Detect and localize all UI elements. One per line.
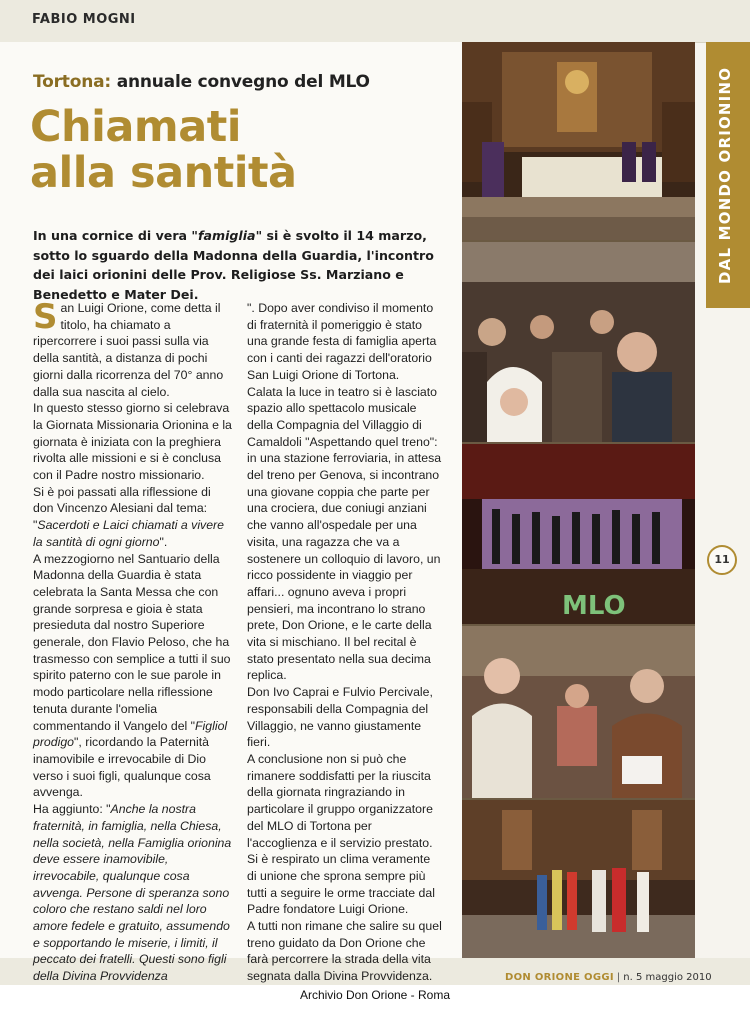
magazine-name: DON ORIONE OGGI [505, 972, 614, 983]
people-hands-image [462, 626, 695, 798]
lead-part-2: " si è svolto il 14 marzo, sotto lo sguardo della Madonna della Guardia, l'incontro dei laici orionini delle Prov. Religiose Ss. Marziano e Benedetto e Mater Dei. [33, 228, 434, 302]
title-line-2: alla santità [30, 148, 297, 198]
article-lead [33, 226, 453, 304]
kicker-text: annuale convegno del MLO [116, 72, 370, 92]
paragraph-5-a: Ha aggiunto: " [33, 802, 111, 817]
paragraph-5-continued: ". Dopo aver condiviso il momento di fraternità il pomeriggio è stato una grande festa di famiglia aperta con i canti dei ragazzi dell'oratorio San Luigi Orione di Tortona. [247, 301, 437, 382]
paragraph-4 [33, 551, 233, 802]
footer-separator: | [616, 972, 621, 983]
paragraph-5-italic: Anche la nostra fraternità, in famiglia, nella Chiesa, nella società, nella Famiglia orionina deve essere inamovibile, irrevocabile, qualunque cosa avvenga. Persone di speranza sono coloro che restano saldi nel loro amore fedele e gratuito, assumendo e sopportando le miserie, i limiti, il peccato dei fratelli. Questi sono figli della Divina Provvidenza [33, 802, 232, 984]
photo-people-hands [462, 626, 695, 798]
article-title [30, 104, 450, 196]
body-column-right [247, 300, 443, 985]
lead-italic: famiglia [197, 228, 256, 243]
title-line-1: Chiamati [30, 102, 242, 152]
church-altar-image [462, 42, 695, 240]
author-name: FABIO MOGNI [32, 12, 136, 27]
article-kicker [33, 72, 370, 92]
stage-banner-text: MLO [562, 591, 626, 621]
stage-image [462, 444, 695, 624]
drop-cap: S [33, 297, 58, 337]
paragraph-4-italic: Figliol prodigo [33, 718, 228, 750]
issue-info: n. 5 maggio 2010 [623, 972, 712, 983]
lead-part-1: In una cornice di vera " [33, 228, 198, 243]
audience-image [462, 242, 695, 442]
paragraph-8: A conclusione non si può che rimanere soddisfatti per la riuscita della giornata ringraziando in particolare il gruppo organizzatore del MLO di Tortona per l'accoglienza e il servizio prestato. [247, 751, 433, 850]
photo-audience [462, 242, 695, 442]
paragraph-4-b: ", ricordando la Paternità inamovibile e irrevocabile di Dio verso i suoi figli, qualunque cosa avvenga. [33, 735, 211, 800]
section-label: DAL MONDO ORIONINO [716, 66, 734, 284]
kicker-location: Tortona: [33, 72, 111, 92]
paragraph-9: Si è respirato un clima veramente di unione che sprona sempre più tutti a seguire le orme tracciate dal Padre fondatore Luigi Orione. [247, 852, 435, 917]
paragraph-3-italic: Sacerdoti e Laici chiamati a vivere la santità di ogni giorno [33, 518, 224, 549]
paragraph-5 [33, 801, 233, 985]
paragraph-3-b: ". [159, 534, 168, 549]
paragraph-1 [33, 297, 233, 400]
paragraph-3-a: Si è poi passati alla riflessione di don Vincenzo Alesiani dal tema: " [33, 484, 211, 533]
paragraph-10: A tutti non rimane che salire su quel treno guidato da Don Orione che farà percorrere la strada della vita segnata dalla Divina Provvidenza. [247, 919, 442, 984]
photo-church-altar [462, 42, 695, 240]
paragraph-4-a: A mezzogiorno nel Santuario della Madonna della Guardia è stata celebrata la Santa Messa che con grande sorpresa e gioia è stata presieduta dal nostro Superiore generale, don Flavio Peloso, che ha trasmesso con semplice a tutti il suo spirito paterno con le sue parole in modo particolare nella riflessione tenuta durante l'omelia commentando il Vangelo del " [33, 551, 231, 733]
archive-caption: Archivio Don Orione - Roma [299, 988, 451, 1002]
photo-stage-performance [462, 444, 695, 624]
paragraph-3 [33, 484, 233, 551]
paragraph-7: Don Ivo Caprai e Fulvio Percivale, responsabili della Compagnia del Villaggio, ne vanno giustamente fieri. [247, 685, 433, 750]
header-band [0, 0, 750, 43]
page-number: 11 [707, 545, 737, 575]
procession-image [462, 800, 695, 958]
footer [505, 972, 712, 983]
paragraph-1-text: an Luigi Orione, come detta il titolo, ha chiamato a ripercorrere i suoi passi sulla via della santità, a distanza di pochi giorni dalla ricorrenza del 70° anno dalla sua nascita al cielo. [33, 301, 224, 399]
photo-procession [462, 800, 695, 958]
paragraph-6: Calata la luce in teatro si è lasciato spazio allo spettacolo musicale della Compagnia del Villaggio di Camaldoli "Aspettando quel treno": in una stazione ferroviaria, in attesa del treno per Genova, si incontrano una giovane coppia che parte per una crociera, due coniugi anziani che vanno all'ospedale per una visita, una ragazza che va a sostenere un colloquio di lavoro, un ricco possidente in viaggio per affari... ognuno aveva i propri pensieri, ma incontrano lo strano prete, Don Orione, e le carte della vita si mischiano. Il bel recital è stato presentato nella sua decima replica. [247, 384, 442, 683]
body-column-left [33, 297, 233, 985]
photo-column [462, 42, 695, 958]
paragraph-2: In questo stesso giorno si celebrava la Giornata Missionaria Orionina e la giornata è iniziata con la preghiera rivolta alle missioni e si è conclusa con il Padre nostro missionario. [33, 401, 232, 483]
